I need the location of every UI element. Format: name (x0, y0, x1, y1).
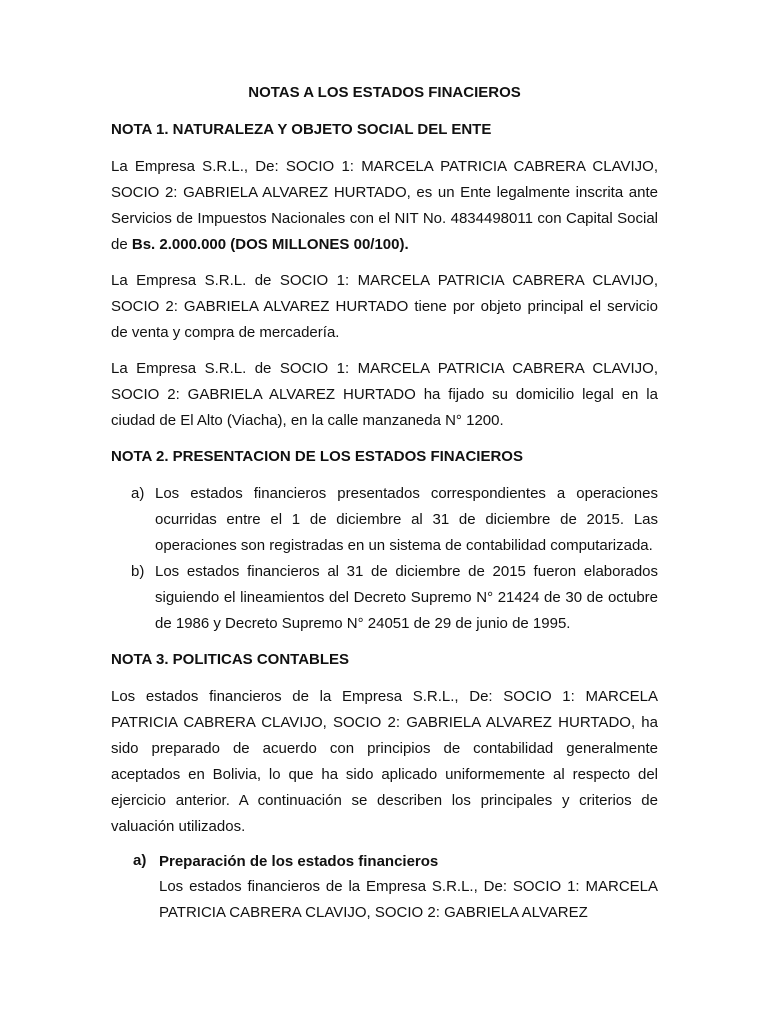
nota1-paragraph-2: La Empresa S.R.L. de SOCIO 1: MARCELA PATRICIA CABRERA CLAVIJO, SOCIO 2: GABRIELA ALVAREZ HURTADO tiene por objeto principal el servicio de venta y compra de mercadería. (111, 272, 658, 341)
document-page (111, 84, 658, 926)
capital-social-amount: Bs. 2.000.000 (DOS MILLONES 00/100). (131, 236, 409, 253)
document-title: NOTAS A LOS ESTADOS FINACIEROS (248, 84, 521, 101)
nota1-paragraph-1-text: La Empresa S.R.L., De: SOCIO 1: MARCELA PATRICIA CABRERA CLAVIJO, SOCIO 2: GABRIELA ALVAREZ HURTADO, es un Ente legalmente inscrita ante Servicios de Impuestos Nacionales con el NIT No. 4834498011 con Capital Social de (111, 158, 658, 253)
nota2-heading: NOTA 2. PRESENTACION DE LOS ESTADOS FINACIEROS (111, 448, 523, 465)
nota3-heading: NOTA 3. POLITICAS CONTABLES (111, 651, 350, 668)
list-marker: b) (131, 563, 145, 580)
nota1-paragraph-1 (111, 154, 658, 258)
list-item-text: Los estados financieros al 31 de diciembre de 2015 fueron elaborados siguiendo el lineamientos del Decreto Supremo N° 21424 de 30 de octubre de 1986 y Decreto Supremo N° 24051 de 29 de junio de 1995. (155, 563, 658, 632)
nota1-heading: NOTA 1. NATURALEZA Y OBJETO SOCIAL DEL ENTE (111, 121, 492, 138)
subsection-title: Preparación de los estados financieros (159, 853, 439, 870)
list-item (111, 559, 658, 637)
nota2-list (111, 481, 658, 637)
list-item (111, 481, 658, 559)
nota1-paragraph-3: La Empresa S.R.L. de SOCIO 1: MARCELA PATRICIA CABRERA CLAVIJO, SOCIO 2: GABRIELA ALVAREZ HURTADO ha fijado su domicilio legal en la ciudad de El Alto (Viacha), en la calle manzaneda N° 1200. (111, 360, 658, 429)
list-marker: a) (131, 485, 145, 502)
nota3-subsection-a (111, 852, 658, 926)
list-item-text: Los estados financieros presentados correspondientes a operaciones ocurridas entre el 1 de diciembre al 31 de diciembre de 2015. Las operaciones son registradas en un sistema de contabilidad computarizada. (155, 485, 658, 554)
subsection-paragraph: Los estados financieros de la Empresa S.R.L., De: SOCIO 1: MARCELA PATRICIA CABRERA CLAVIJO, SOCIO 2: GABRIELA ALVAREZ (159, 878, 658, 921)
subsection-marker: a) (133, 852, 147, 869)
nota3-paragraph-1: Los estados financieros de la Empresa S.R.L., De: SOCIO 1: MARCELA PATRICIA CABRERA CLAVIJO, SOCIO 2: GABRIELA ALVAREZ HURTADO, ha sido preparado de acuerdo con principios de contabilidad generalmente aceptados en Bolivia, lo que ha sido aplicado uniformemente al respecto del ejercicio anterior. A continuación se describen los principales y criterios de valuación utilizados. (111, 688, 658, 835)
